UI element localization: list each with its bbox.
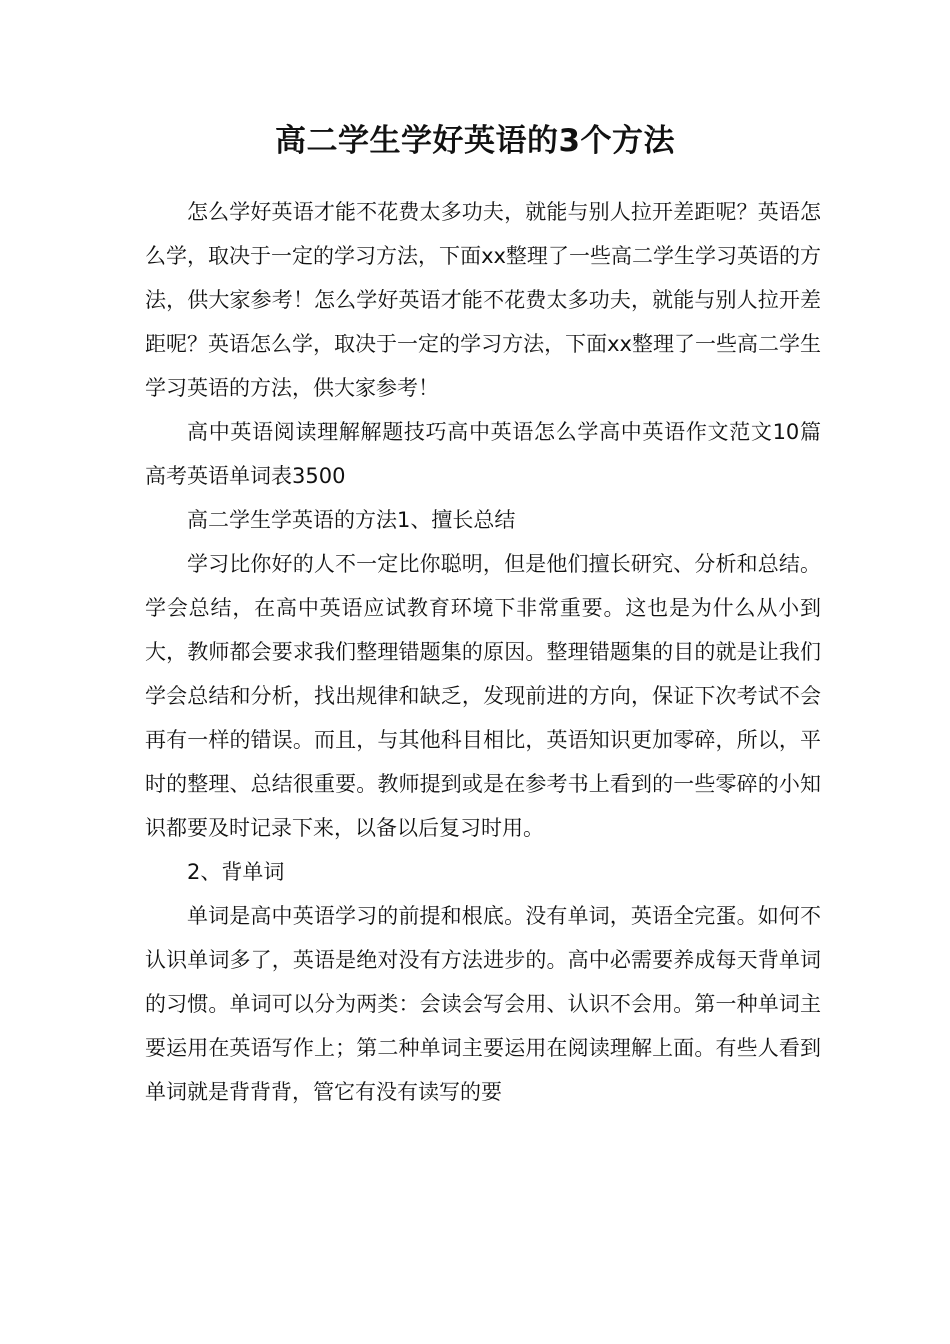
paragraph-intro: 怎么学好英语才能不花费太多功夫，就能与别人拉开差距呢？英语怎么学，取决于一定的学习方法，下面xx整理了一些高二学生学习英语的方法，供大家参考！怎么学好英语才能不花费太多功夫，就能与别人拉开差距呢？英语怎么学，取决于一定的学习方法，下面xx整理了一些高二学生学习英语的方法，供大家参考！ [145,200,821,400]
paragraph-summarize: 学习比你好的人不一定比你聪明，但是他们擅长研究、分析和总结。学会总结，在高中英语应试教育环境下非常重要。这也是为什么从小到大，教师都会要求我们整理错题集的原因。整理错题集的目的就是让我们学会总结和分析，找出规律和缺乏，发现前进的方向，保证下次考试不会再有一样的错误。而且，与其他科目相比，英语知识更加零碎，所以，平时的整理、总结很重要。教师提到或是在参考书上看到的一些零碎的小知识都要及时记录下来，以备以后复习时用。 [145,552,821,840]
section-heading-2: 2、背单词 [187,860,285,884]
paragraph-vocabulary: 单词是高中英语学习的前提和根底。没有单词，英语全完蛋。如何不认识单词多了，英语是绝对没有方法进步的。高中必需要养成每天背单词的习惯。单词可以分为两类：会读会写会用、认识不会用。第一种单词主要运用在英语写作上；第二种单词主要运用在阅读理解上面。有些人看到单词就是背背背，管它有没有读写的要 [145,904,821,1104]
document-body [145,190,821,1114]
paragraph-related-links: 高中英语阅读理解解题技巧高中英语怎么学高中英语作文范文10篇高考英语单词表3500 [145,420,821,488]
section-heading-1: 高二学生学英语的方法1、擅长总结 [187,508,516,532]
document-title: 高二学生学好英语的3个方法 [274,123,676,159]
